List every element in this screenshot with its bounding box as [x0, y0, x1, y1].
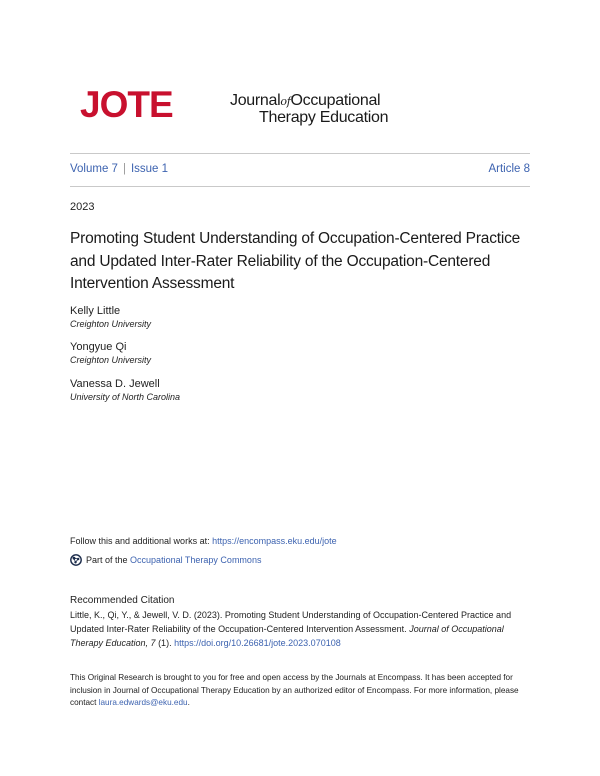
- journal-name: [230, 93, 388, 126]
- author-affiliation: Creighton University: [70, 355, 152, 365]
- follow-prefix: Follow this and additional works at:: [70, 536, 213, 546]
- author-3: [70, 378, 180, 402]
- access-text: This Original Research is brought to you for free and open access by the Journals at Encompass. It has been accepted for inclusion in Journal of Occupational Therapy Education by an authorized editor of Encompass. For more information, please contact: [70, 673, 519, 707]
- citation-issue: (1).: [155, 638, 175, 648]
- citation-heading: Recommended Citation: [70, 595, 175, 606]
- commons-link[interactable]: Occupational Therapy Commons: [130, 555, 262, 565]
- part-of-prefix: Part of the: [86, 555, 128, 565]
- access-end: .: [187, 698, 190, 707]
- citation-journal: Journal of Occupational Therapy Education, 7: [70, 624, 504, 648]
- article-title: Promoting Student Understanding of Occupation-Centered Practice and Updated Inter-Rater Reliability of the Occupation-Centered Intervention Assessment: [70, 230, 521, 292]
- author-name: Kelly Little: [70, 305, 121, 317]
- author-name: Vanessa D. Jewell: [70, 378, 160, 390]
- doi-link[interactable]: https://doi.org/10.26681/jote.2023.070108: [174, 638, 341, 648]
- commons-network-icon: [70, 554, 82, 566]
- part-of-line: [70, 554, 261, 566]
- author-2: [70, 341, 151, 365]
- jote-logo: JOTE: [80, 84, 173, 125]
- follow-line: [70, 536, 337, 546]
- journal-name-line2: Therapy Education: [259, 109, 389, 126]
- author-affiliation: Creighton University: [70, 319, 152, 329]
- author-1: [70, 305, 151, 329]
- journal-name-part2: Occupational: [290, 92, 381, 109]
- publication-year: 2023: [70, 201, 95, 213]
- divider-bottom: [70, 186, 530, 187]
- issue-link[interactable]: Issue 1: [130, 163, 169, 175]
- citation-body: [70, 608, 535, 650]
- separator: |: [122, 163, 126, 175]
- follow-link[interactable]: https://encompass.eku.edu/jote: [212, 536, 337, 546]
- access-statement: [70, 672, 535, 710]
- volume-issue: [70, 163, 168, 175]
- journal-name-of: of: [280, 95, 291, 108]
- volume-link[interactable]: Volume 7: [70, 163, 118, 175]
- article-link[interactable]: Article 8: [488, 163, 530, 175]
- journal-name-part1: Journal: [230, 92, 281, 109]
- author-affiliation: University of North Carolina: [70, 392, 181, 402]
- divider-top: [70, 153, 530, 154]
- contact-email-link[interactable]: laura.edwards@eku.edu: [98, 698, 188, 707]
- author-name: Yongyue Qi: [70, 341, 127, 353]
- citation-text: Little, K., Qi, Y., & Jewell, V. D. (2023). Promoting Student Understanding of Occupation-Centered Practice and Updated Inter-Rater Reliability of the Occupation-Centered Intervention Assessment.: [70, 610, 512, 634]
